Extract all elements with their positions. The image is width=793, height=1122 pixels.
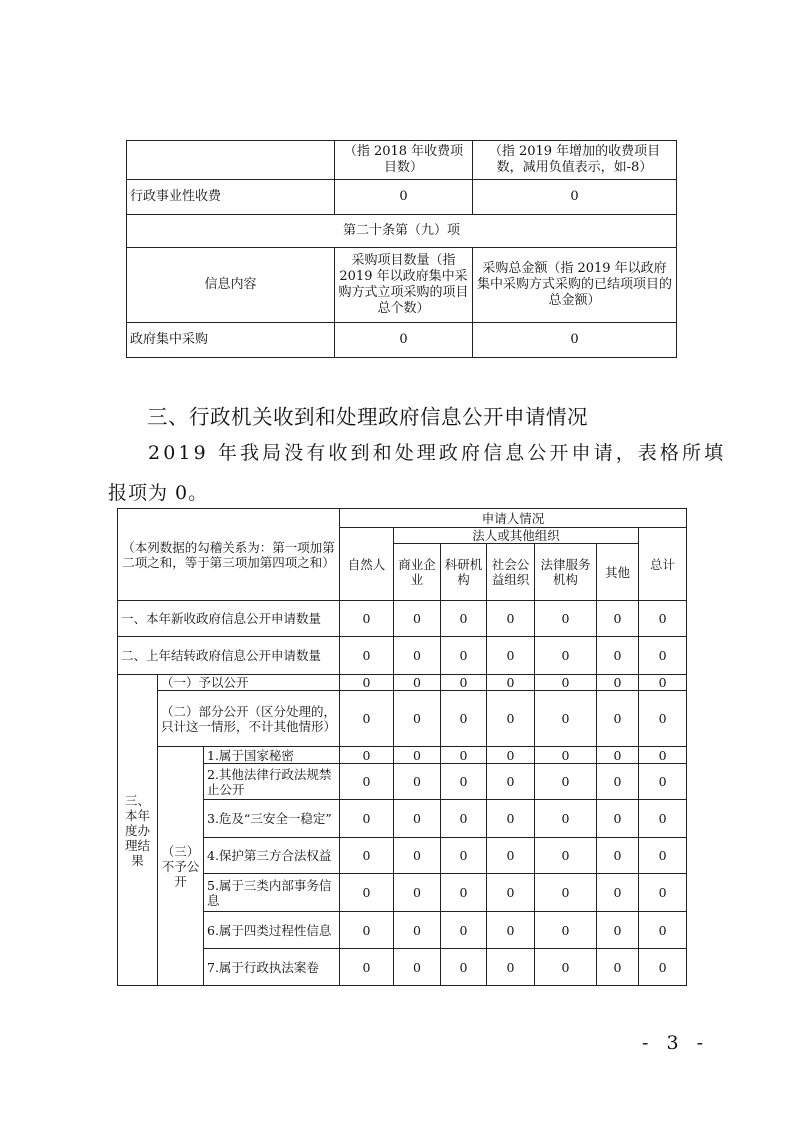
table-cell: 0 xyxy=(441,874,487,912)
table-cell: 0 xyxy=(441,691,487,747)
section-heading: 三、行政机关收到和处理政府信息公开申请情况 xyxy=(147,405,588,429)
table-row xyxy=(118,637,687,675)
table-cell: 0 xyxy=(597,747,639,764)
row-label: 7.属于行政执法案卷 xyxy=(204,949,340,986)
table-row xyxy=(127,141,677,180)
table-cell: 0 xyxy=(394,637,441,675)
table-cell: 0 xyxy=(487,675,535,691)
legal-person-group-header: 法人或其他组织 xyxy=(394,528,639,544)
table-row xyxy=(118,949,687,986)
body-paragraph-line-2: 报项为 0。 xyxy=(108,482,209,504)
table-cell: 0 xyxy=(535,800,597,838)
table-cell: 0 xyxy=(394,764,441,800)
table-cell: 0 xyxy=(535,912,597,949)
body-paragraph-line-1: 2019 年我局没有收到和处理政府信息公开申请，表格所填 xyxy=(148,442,727,464)
table-cell: 0 xyxy=(487,949,535,986)
table-cell: 0 xyxy=(639,675,687,691)
table-cell: 0 xyxy=(597,637,639,675)
fee-procurement-table xyxy=(126,140,677,358)
table-cell: 0 xyxy=(639,691,687,747)
table-cell: 采购总金额（指 2019 年以政府集中采购方式采购的已结项项目的总金额） xyxy=(473,248,677,323)
row-label: 4.保护第三方合法权益 xyxy=(204,838,340,874)
section-title: 第二十条第（九）项 xyxy=(127,215,677,248)
table-cell: 0 xyxy=(535,949,597,986)
col-header: 社会公益组织 xyxy=(487,544,535,601)
row-label: 6.属于四类过程性信息 xyxy=(204,912,340,949)
table-cell: 0 xyxy=(441,912,487,949)
table-row xyxy=(118,675,687,691)
table-cell: 0 xyxy=(639,601,687,637)
table-cell: 0 xyxy=(487,838,535,874)
col-header: 法律服务机构 xyxy=(535,544,597,601)
table-cell: 0 xyxy=(597,764,639,800)
section-3-label: 三、本年度办理结果 xyxy=(118,675,158,986)
not-disclose-label: （三）不予公开 xyxy=(158,747,204,986)
table-cell: 0 xyxy=(441,764,487,800)
row-label: （一）予以公开 xyxy=(158,675,340,691)
table-cell: 0 xyxy=(639,838,687,874)
table-cell: 0 xyxy=(639,800,687,838)
table-row xyxy=(118,838,687,874)
col-header: 自然人 xyxy=(340,528,394,601)
table-cell: 0 xyxy=(394,838,441,874)
row-label: 5.属于三类内部事务信息 xyxy=(204,874,340,912)
table-cell: 0 xyxy=(340,838,394,874)
table-cell: 行政事业性收费 xyxy=(127,180,335,215)
table-cell: 0 xyxy=(535,601,597,637)
table-cell: 0 xyxy=(473,180,677,215)
table-cell xyxy=(127,141,335,180)
table-cell: 0 xyxy=(335,323,473,358)
col-header: 其他 xyxy=(597,544,639,601)
table-cell: 政府集中采购 xyxy=(127,323,335,358)
table-row xyxy=(118,747,687,764)
row-label: （二）部分公开（区分处理的，只计这一情形，不计其他情形） xyxy=(158,691,340,747)
table-cell: 0 xyxy=(597,949,639,986)
table-cell: 0 xyxy=(441,800,487,838)
col-header: 科研机构 xyxy=(441,544,487,601)
table-cell: （指 2019 年增加的收费项目数，减用负值表示，如-8） xyxy=(473,141,677,180)
applicant-situation-header: 申请人情况 xyxy=(340,509,687,528)
table-cell: 0 xyxy=(340,912,394,949)
table-cell: 0 xyxy=(487,691,535,747)
table-cell: 0 xyxy=(340,874,394,912)
table-cell: 0 xyxy=(340,764,394,800)
table-cell: 0 xyxy=(597,800,639,838)
table-row xyxy=(127,180,677,215)
table-cell: 0 xyxy=(597,675,639,691)
application-statistics-table xyxy=(117,508,687,986)
table-cell: 0 xyxy=(487,800,535,838)
table-cell: 0 xyxy=(394,949,441,986)
row-label: 1.属于国家秘密 xyxy=(204,747,340,764)
table-cell: 0 xyxy=(639,747,687,764)
table-row xyxy=(118,874,687,912)
table-cell: 0 xyxy=(597,912,639,949)
page-number: - 3 - xyxy=(642,1032,710,1054)
table-cell: 0 xyxy=(335,180,473,215)
table-cell: 0 xyxy=(340,637,394,675)
table-cell: 0 xyxy=(535,874,597,912)
table-cell: 0 xyxy=(639,912,687,949)
table-cell: 0 xyxy=(394,747,441,764)
table-cell: 0 xyxy=(597,601,639,637)
table-cell: 0 xyxy=(487,912,535,949)
table-cell: 0 xyxy=(340,949,394,986)
table-cell: 0 xyxy=(487,601,535,637)
table-cell: 0 xyxy=(535,637,597,675)
table-cell: 0 xyxy=(394,601,441,637)
table-cell: 0 xyxy=(535,838,597,874)
row-label: 2.其他法律行政法规禁止公开 xyxy=(204,764,340,800)
table-cell: 0 xyxy=(597,838,639,874)
col-header: 总计 xyxy=(639,528,687,601)
table-cell: 0 xyxy=(394,675,441,691)
table-cell: 0 xyxy=(394,800,441,838)
table-row xyxy=(127,323,677,358)
table-cell: 0 xyxy=(340,747,394,764)
table-cell: 0 xyxy=(340,675,394,691)
table-cell: 0 xyxy=(487,637,535,675)
table-cell: 0 xyxy=(441,949,487,986)
table-cell: 0 xyxy=(487,747,535,764)
table-cell: 0 xyxy=(441,637,487,675)
table-row xyxy=(127,215,677,248)
table-cell: 0 xyxy=(639,874,687,912)
table-cell: 0 xyxy=(394,874,441,912)
table-cell: 0 xyxy=(535,675,597,691)
table-cell: 0 xyxy=(340,800,394,838)
table-cell: 0 xyxy=(473,323,677,358)
table-cell: 0 xyxy=(394,912,441,949)
corner-note: （本列数据的勾稽关系为：第一项加第二项之和，等于第三项加第四项之和） xyxy=(118,509,340,601)
table-cell: 0 xyxy=(340,691,394,747)
table-row xyxy=(118,764,687,800)
table-cell: 采购项目数量（指 2019 年以政府集中采购方式立项采购的项目总个数） xyxy=(335,248,473,323)
table-cell: 0 xyxy=(535,691,597,747)
row-label: 3.危及“三安全一稳定” xyxy=(204,800,340,838)
table-cell: 0 xyxy=(487,764,535,800)
col-header: 商业企业 xyxy=(394,544,441,601)
table-cell: 信息内容 xyxy=(127,248,335,323)
table-cell: 0 xyxy=(441,601,487,637)
table-cell: 0 xyxy=(340,601,394,637)
table-cell: 0 xyxy=(535,747,597,764)
table-row xyxy=(118,912,687,949)
table-cell: 0 xyxy=(639,949,687,986)
table-cell: 0 xyxy=(639,764,687,800)
table-cell: （指 2018 年收费项目数） xyxy=(335,141,473,180)
table-row xyxy=(118,691,687,747)
table-cell: 0 xyxy=(394,691,441,747)
table-cell: 0 xyxy=(441,675,487,691)
row-label: 二、上年结转政府信息公开申请数量 xyxy=(118,637,340,675)
row-label: 一、本年新收政府信息公开申请数量 xyxy=(118,601,340,637)
table-row xyxy=(118,601,687,637)
table-cell: 0 xyxy=(597,874,639,912)
table-row xyxy=(118,509,687,528)
table-row xyxy=(127,248,677,323)
table-cell: 0 xyxy=(441,838,487,874)
table-cell: 0 xyxy=(487,874,535,912)
table-cell: 0 xyxy=(441,747,487,764)
table-row xyxy=(118,800,687,838)
table-cell: 0 xyxy=(597,691,639,747)
table-cell: 0 xyxy=(639,637,687,675)
table-cell: 0 xyxy=(535,764,597,800)
